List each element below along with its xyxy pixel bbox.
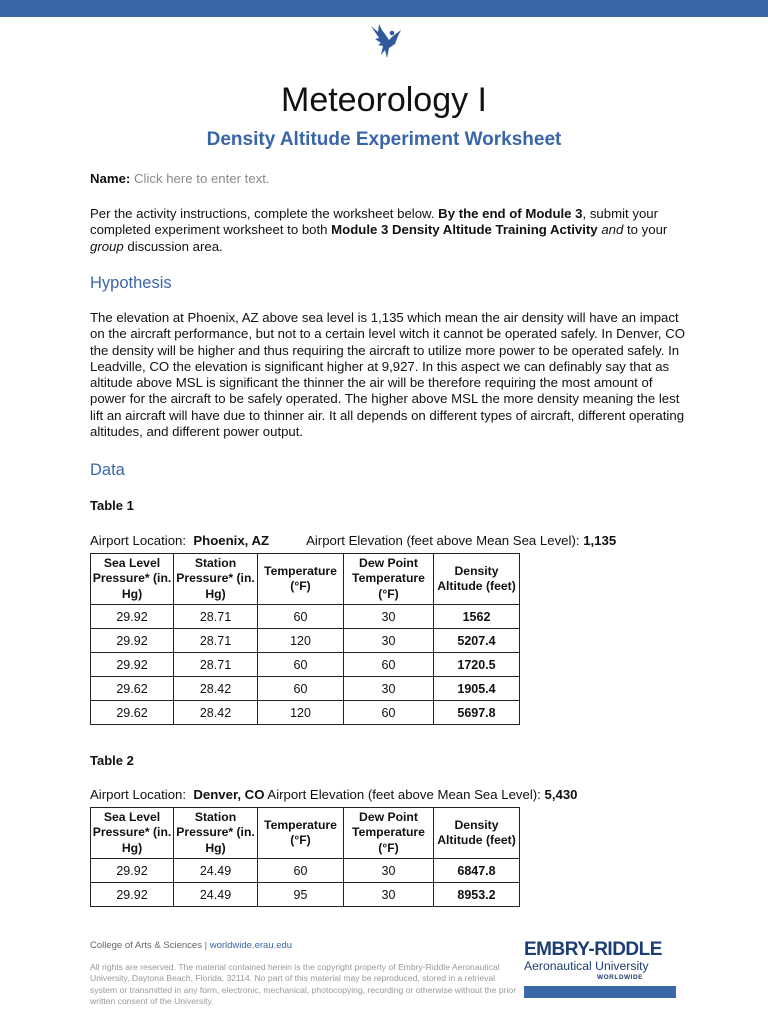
table-cell: 24.49	[174, 859, 258, 883]
table-cell: 30	[344, 859, 434, 883]
column-header: Sea Level Pressure* (in. Hg)	[91, 554, 174, 605]
hypothesis-body: The elevation at Phoenix, AZ above sea level is 1,135 which mean the air density will have an impact on the aircraft performance, but not to a certain level witch it cannot be operated safely. In Denver, CO the density will be higher and thus requiring the aircraft to utilize more power to be operated safely. In Leadville, CO the elevation is significant higher at 9,927. In this aspect we can definably say that as altitude above MSL is significant the thinner the air will be therefore requiring the most amount of power for the aircraft to be safely operated. The higher above MSL the more density meaning the lest lift an aircraft will have due to thinner air. It all depends on different types of aircraft, different operating altitudes, and different power output.	[90, 310, 685, 440]
table-cell: 60	[258, 605, 344, 629]
column-header: Station Pressure* (in. Hg)	[174, 554, 258, 605]
intro-text-1: Per the activity instructions, complete the worksheet below.	[90, 206, 439, 221]
erau-logo-bar	[524, 986, 676, 998]
intro-italic-2: group	[90, 238, 124, 254]
table-cell: 30	[344, 677, 434, 701]
elevation-label: Airport Elevation (feet above Mean Sea Level):	[267, 787, 541, 802]
intro-italic-1: and	[601, 222, 624, 238]
table2	[90, 807, 520, 907]
location-label: Airport Location:	[90, 787, 187, 802]
table-cell: 60	[344, 653, 434, 677]
table-row	[91, 629, 520, 653]
table-row	[91, 605, 520, 629]
table-cell: 6847.8	[434, 859, 520, 883]
top-brand-bar	[0, 0, 768, 17]
table-cell: 29.92	[91, 859, 174, 883]
table-cell: 29.62	[91, 701, 174, 725]
table1	[90, 553, 520, 725]
table-header-row	[91, 808, 520, 859]
name-row	[90, 171, 690, 187]
table-cell: 120	[258, 629, 344, 653]
location-label: Airport Location:	[90, 533, 187, 548]
table-row	[91, 677, 520, 701]
footer-link[interactable]: worldwide.erau.edu	[209, 940, 293, 951]
table1-label: Table 1	[90, 498, 134, 513]
table-cell: 1562	[434, 605, 520, 629]
intro-text-5: discussion area.	[123, 238, 223, 254]
footer-separator: |	[201, 940, 210, 951]
table2-label: Table 2	[90, 753, 134, 768]
table-header-row	[91, 554, 520, 605]
page-title: Meteorology I	[281, 81, 487, 119]
erau-logo	[524, 940, 676, 998]
column-header: Density Altitude (feet)	[434, 554, 520, 605]
table-cell: 28.71	[174, 653, 258, 677]
table-cell: 28.42	[174, 677, 258, 701]
table-cell: 1905.4	[434, 677, 520, 701]
data-heading: Data	[90, 461, 125, 479]
table-cell: 60	[344, 701, 434, 725]
table-cell: 28.71	[174, 629, 258, 653]
table-cell: 29.62	[91, 677, 174, 701]
table-cell: 30	[344, 883, 434, 907]
table-cell: 30	[344, 605, 434, 629]
column-header: Temperature (°F)	[258, 808, 344, 859]
column-header: Sea Level Pressure* (in. Hg)	[91, 808, 174, 859]
table-cell: 60	[258, 677, 344, 701]
footer-legal: All rights are reserved. The material contained herein is the copyright property of Embry-Riddle Aeronautical University, Daytona Beach, Florida, 32114. No part of this material may be reproduced, stored in a retrieval system or transmitted in any form, electronic, mechanical, photocopying, recording or otherwise without the prior written consent of the University.	[90, 962, 517, 1006]
elevation-label: Airport Elevation (feet above Mean Sea Level):	[306, 533, 580, 548]
column-header: Density Altitude (feet)	[434, 808, 520, 859]
column-header: Dew Point Temperature (°F)	[344, 554, 434, 605]
intro-bold-1: By the end of Module 3	[438, 206, 583, 221]
table-cell: 120	[258, 701, 344, 725]
table-cell: 28.71	[174, 605, 258, 629]
table-cell: 29.92	[91, 883, 174, 907]
table-cell: 60	[258, 859, 344, 883]
location-value: Denver, CO	[193, 787, 265, 802]
erau-logo-worldwide: WORLDWIDE	[596, 974, 644, 981]
erau-logo-name: EMBRY-RIDDLE	[524, 939, 662, 960]
table-row	[91, 653, 520, 677]
table-row	[91, 883, 520, 907]
table-cell: 5697.8	[434, 701, 520, 725]
table1-location-row	[90, 533, 616, 549]
footer-college-line	[90, 940, 292, 951]
intro-text-2: , submit your completed experiment worksheet to both	[90, 206, 659, 238]
intro-bold-2: Module 3 Density Altitude Training Activity	[331, 222, 598, 238]
location-value: Phoenix, AZ	[193, 533, 270, 548]
table-cell: 95	[258, 883, 344, 907]
elevation-value: 1,135	[583, 533, 617, 548]
eagle-icon	[365, 22, 403, 62]
table-cell: 5207.4	[434, 629, 520, 653]
table-cell: 29.92	[91, 629, 174, 653]
column-header: Temperature (°F)	[258, 554, 344, 605]
hypothesis-heading: Hypothesis	[90, 274, 172, 292]
table-cell: 29.92	[91, 653, 174, 677]
column-header: Dew Point Temperature (°F)	[344, 808, 434, 859]
table-cell: 1720.5	[434, 653, 520, 677]
table2-location-row	[90, 787, 578, 803]
name-input[interactable]: Click here to enter text.	[133, 171, 270, 186]
table-row	[91, 859, 520, 883]
page-subtitle: Density Altitude Experiment Worksheet	[206, 129, 562, 150]
table-cell: 29.92	[91, 605, 174, 629]
column-header: Station Pressure* (in. Hg)	[174, 808, 258, 859]
footer-college: College of Arts & Sciences	[90, 940, 202, 951]
table-cell: 28.42	[174, 701, 258, 725]
table-cell: 30	[344, 629, 434, 653]
table-cell: 24.49	[174, 883, 258, 907]
elevation-value: 5,430	[544, 787, 578, 802]
intro-paragraph	[90, 206, 690, 255]
table-cell: 60	[258, 653, 344, 677]
erau-logo-sub: Aeronautical University	[524, 959, 649, 973]
intro-text-4: to your	[623, 222, 668, 238]
name-label: Name:	[90, 171, 131, 186]
table-row	[91, 701, 520, 725]
table-cell: 8953.2	[434, 883, 520, 907]
